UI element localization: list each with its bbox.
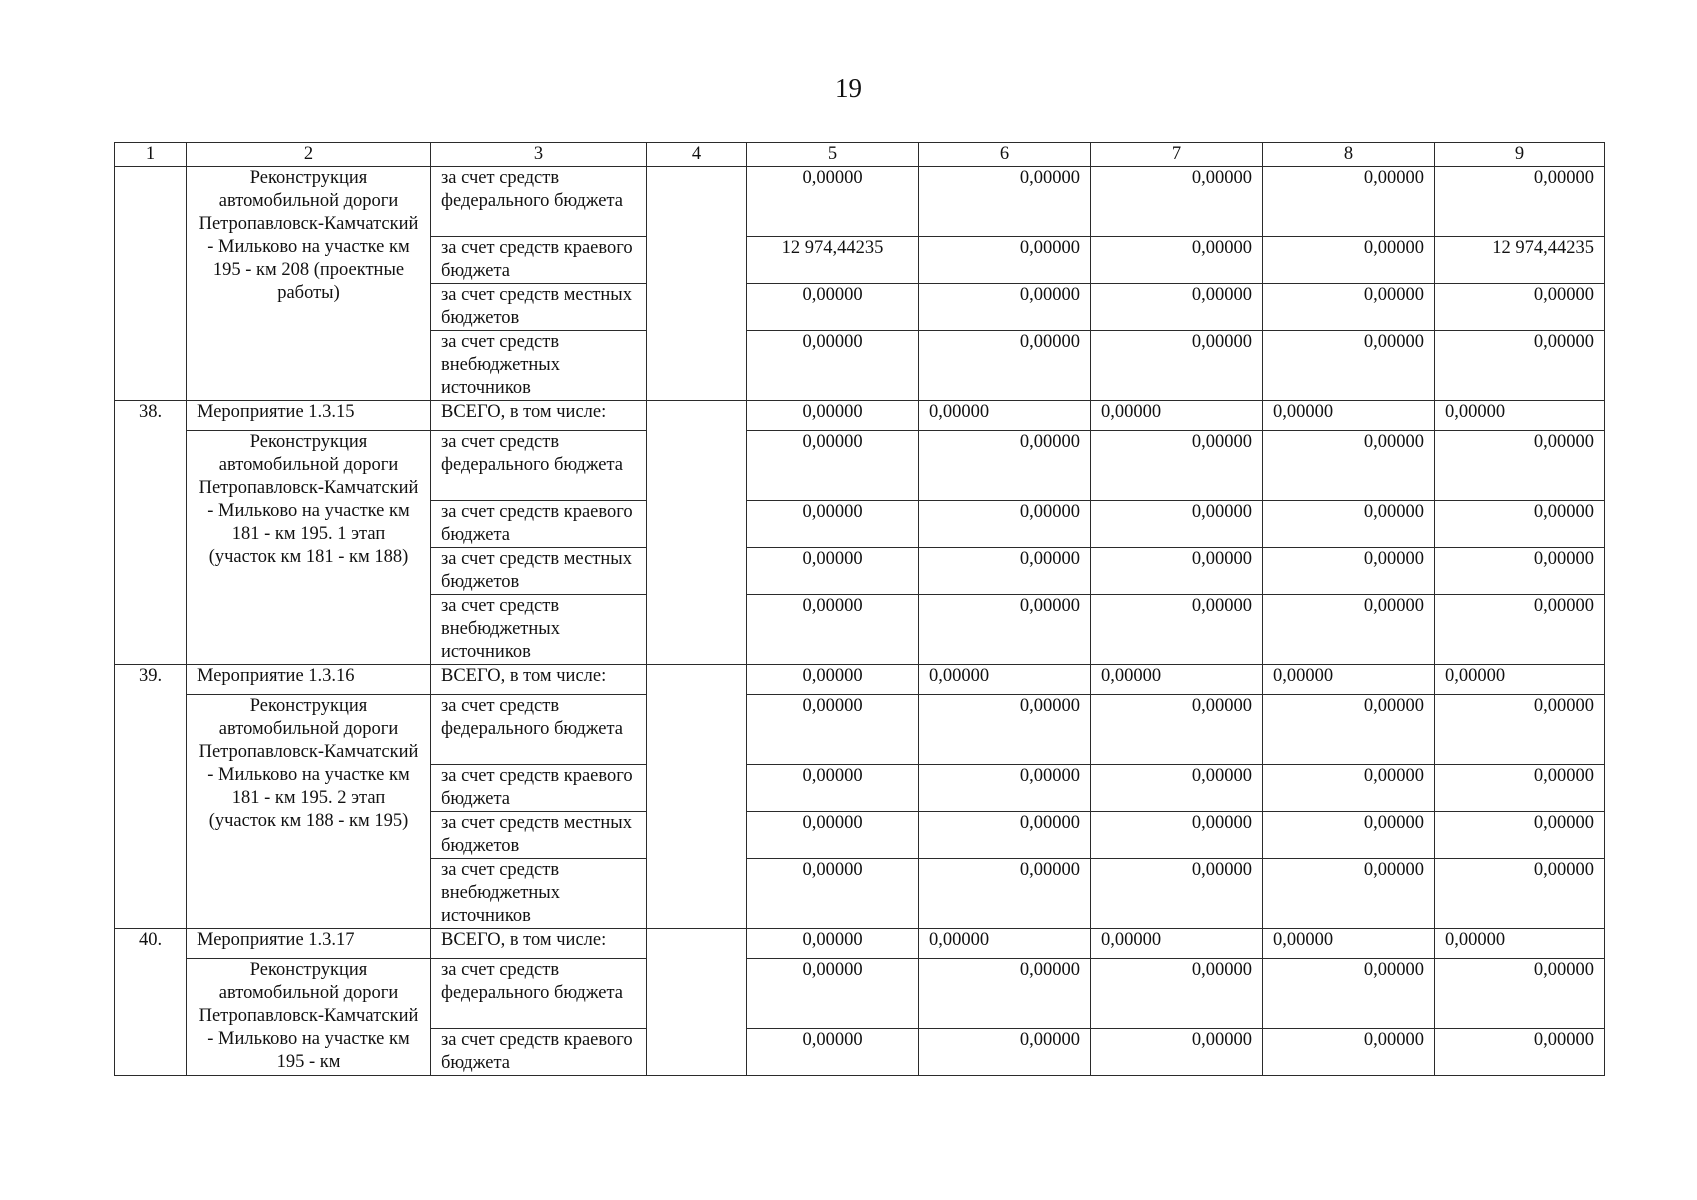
value-cell: 0,00000	[1435, 595, 1605, 665]
header-cell: 4	[647, 143, 747, 167]
value-cell: 0,00000	[1435, 929, 1605, 959]
source-federal-label: за счет средств федерального бюджета	[431, 431, 647, 501]
header-cell: 6	[919, 143, 1091, 167]
source-regional-label: за счет средств краевого бюджета	[431, 237, 647, 284]
value-cell: 0,00000	[1091, 167, 1263, 237]
source-regional-label: за счет средств краевого бюджета	[431, 501, 647, 548]
value-cell: 0,00000	[747, 765, 919, 812]
value-cell: 0,00000	[1091, 431, 1263, 501]
value-cell: 0,00000	[1435, 284, 1605, 331]
value-cell: 0,00000	[1263, 431, 1435, 501]
value-cell: 12 974,44235	[747, 237, 919, 284]
value-cell: 0,00000	[919, 595, 1091, 665]
value-cell: 0,00000	[1435, 665, 1605, 695]
value-cell: 0,00000	[747, 431, 919, 501]
value-cell: 0,00000	[1263, 401, 1435, 431]
value-cell: 12 974,44235	[1435, 237, 1605, 284]
event-title: Мероприятие 1.3.16	[187, 665, 431, 695]
value-cell: 0,00000	[747, 665, 919, 695]
value-cell: 0,00000	[1263, 812, 1435, 859]
value-cell: 0,00000	[1263, 1029, 1435, 1076]
source-total-label: ВСЕГО, в том числе:	[431, 929, 647, 959]
value-cell: 0,00000	[747, 959, 919, 1029]
value-cell: 0,00000	[919, 501, 1091, 548]
row-number-cell: 39.	[115, 665, 187, 929]
value-cell: 0,00000	[1435, 167, 1605, 237]
column-4-cell	[647, 167, 747, 401]
value-cell: 0,00000	[1263, 695, 1435, 765]
source-local-label: за счет средств местных бюджетов	[431, 812, 647, 859]
source-extra-label: за счет средств внебюджетных источников	[431, 595, 647, 665]
source-regional-label: за счет средств краевого бюджета	[431, 1029, 647, 1076]
value-cell: 0,00000	[747, 284, 919, 331]
table-row	[115, 959, 1605, 1029]
value-cell: 0,00000	[919, 431, 1091, 501]
header-cell: 5	[747, 143, 919, 167]
table-row	[115, 695, 1605, 765]
value-cell: 0,00000	[747, 929, 919, 959]
value-cell: 0,00000	[1435, 959, 1605, 1029]
table-row	[115, 929, 1605, 959]
value-cell: 0,00000	[1091, 284, 1263, 331]
value-cell: 0,00000	[1091, 1029, 1263, 1076]
event-description: Реконструкция автомобильной дороги Петропавловск-Камчатский - Мильково на участке км 181 - км 195. 2 этап (участок км 188 - км 195)	[187, 695, 431, 929]
value-cell: 0,00000	[747, 695, 919, 765]
value-cell: 0,00000	[1263, 929, 1435, 959]
value-cell: 0,00000	[1091, 331, 1263, 401]
source-regional-label: за счет средств краевого бюджета	[431, 765, 647, 812]
value-cell: 0,00000	[1091, 665, 1263, 695]
row-number-cell: 40.	[115, 929, 187, 1076]
source-federal-label: за счет средств федерального бюджета	[431, 695, 647, 765]
value-cell: 0,00000	[1263, 331, 1435, 401]
value-cell: 0,00000	[1263, 859, 1435, 929]
value-cell: 0,00000	[1091, 959, 1263, 1029]
row-number-cell: 38.	[115, 401, 187, 665]
source-total-label: ВСЕГО, в том числе:	[431, 401, 647, 431]
header-cell: 2	[187, 143, 431, 167]
source-extra-label: за счет средств внебюджетных источников	[431, 859, 647, 929]
value-cell: 0,00000	[1091, 401, 1263, 431]
page-number: 19	[835, 73, 862, 103]
value-cell: 0,00000	[747, 331, 919, 401]
value-cell: 0,00000	[1091, 237, 1263, 284]
value-cell: 0,00000	[919, 401, 1091, 431]
value-cell: 0,00000	[747, 167, 919, 237]
value-cell: 0,00000	[919, 665, 1091, 695]
value-cell: 0,00000	[1435, 695, 1605, 765]
column-4-cell	[647, 665, 747, 929]
value-cell: 0,00000	[1091, 548, 1263, 595]
row-number-cell	[115, 167, 187, 401]
value-cell: 0,00000	[919, 929, 1091, 959]
value-cell: 0,00000	[1435, 501, 1605, 548]
value-cell: 0,00000	[919, 765, 1091, 812]
value-cell: 0,00000	[747, 812, 919, 859]
source-local-label: за счет средств местных бюджетов	[431, 548, 647, 595]
event-description: Реконструкция автомобильной дороги Петропавловск-Камчатский - Мильково на участке км 181 - км 195. 1 этап (участок км 181 - км 188)	[187, 431, 431, 665]
value-cell: 0,00000	[1263, 237, 1435, 284]
value-cell: 0,00000	[747, 401, 919, 431]
value-cell: 0,00000	[1435, 331, 1605, 401]
event-description: Реконструкция автомобильной дороги Петропавловск-Камчатский - Мильково на участке км 195 - км	[187, 959, 431, 1076]
value-cell: 0,00000	[747, 501, 919, 548]
value-cell: 0,00000	[1091, 695, 1263, 765]
value-cell: 0,00000	[919, 167, 1091, 237]
value-cell: 0,00000	[919, 959, 1091, 1029]
source-extra-label: за счет средств внебюджетных источников	[431, 331, 647, 401]
header-cell: 9	[1435, 143, 1605, 167]
value-cell: 0,00000	[1091, 765, 1263, 812]
header-row	[115, 143, 1605, 167]
value-cell: 0,00000	[1091, 859, 1263, 929]
value-cell: 0,00000	[1263, 501, 1435, 548]
value-cell: 0,00000	[1263, 959, 1435, 1029]
header-cell: 8	[1263, 143, 1435, 167]
value-cell: 0,00000	[1263, 665, 1435, 695]
value-cell: 0,00000	[919, 812, 1091, 859]
value-cell: 0,00000	[1091, 501, 1263, 548]
value-cell: 0,00000	[1091, 812, 1263, 859]
header-cell: 7	[1091, 143, 1263, 167]
value-cell: 0,00000	[919, 284, 1091, 331]
event-title: Мероприятие 1.3.17	[187, 929, 431, 959]
value-cell: 0,00000	[919, 331, 1091, 401]
value-cell: 0,00000	[919, 237, 1091, 284]
value-cell: 0,00000	[1435, 765, 1605, 812]
value-cell: 0,00000	[1263, 284, 1435, 331]
value-cell: 0,00000	[1435, 1029, 1605, 1076]
event-title: Мероприятие 1.3.15	[187, 401, 431, 431]
value-cell: 0,00000	[1435, 548, 1605, 595]
value-cell: 0,00000	[919, 548, 1091, 595]
source-total-label: ВСЕГО, в том числе:	[431, 665, 647, 695]
value-cell: 0,00000	[747, 1029, 919, 1076]
budget-table	[114, 142, 1605, 1076]
table-row	[115, 401, 1605, 431]
value-cell: 0,00000	[1263, 595, 1435, 665]
value-cell: 0,00000	[919, 695, 1091, 765]
value-cell: 0,00000	[747, 595, 919, 665]
value-cell: 0,00000	[1263, 167, 1435, 237]
source-federal-label: за счет средств федерального бюджета	[431, 959, 647, 1029]
column-4-cell	[647, 929, 747, 1076]
value-cell: 0,00000	[1435, 812, 1605, 859]
value-cell: 0,00000	[747, 548, 919, 595]
value-cell: 0,00000	[1091, 595, 1263, 665]
value-cell: 0,00000	[1435, 859, 1605, 929]
header-cell: 3	[431, 143, 647, 167]
value-cell: 0,00000	[919, 1029, 1091, 1076]
value-cell: 0,00000	[1435, 401, 1605, 431]
source-local-label: за счет средств местных бюджетов	[431, 284, 647, 331]
source-federal-label: за счет средств федерального бюджета	[431, 167, 647, 237]
value-cell: 0,00000	[1435, 431, 1605, 501]
table-row	[115, 665, 1605, 695]
value-cell: 0,00000	[919, 859, 1091, 929]
header-cell: 1	[115, 143, 187, 167]
value-cell: 0,00000	[1091, 929, 1263, 959]
table-row	[115, 167, 1605, 237]
table-row	[115, 431, 1605, 501]
column-4-cell	[647, 401, 747, 665]
event-description: Реконструкция автомобильной дороги Петропавловск-Камчатский - Мильково на участке км 195 - км 208 (проектные работы)	[187, 167, 431, 401]
value-cell: 0,00000	[1263, 548, 1435, 595]
value-cell: 0,00000	[747, 859, 919, 929]
value-cell: 0,00000	[1263, 765, 1435, 812]
